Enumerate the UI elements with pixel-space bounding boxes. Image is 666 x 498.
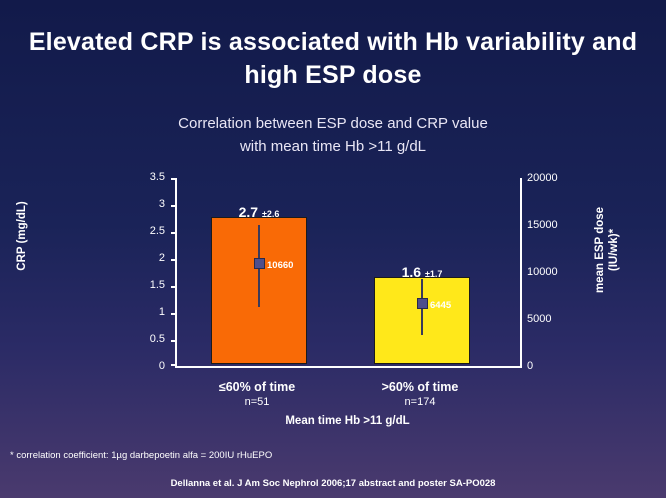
x-category-2-label: >60% of time (381, 380, 459, 394)
y-tick-left-7 (171, 178, 177, 180)
marker-series2-category2[interactable] (417, 298, 428, 309)
y-tick-label-left-0: 0 (158, 360, 165, 372)
y-tick-label-right-4: 20000 (527, 172, 558, 184)
x-category-2-n: n=174 (404, 396, 436, 408)
chart-subtitle-line2: with mean time Hb >11 g/dL (239, 138, 427, 155)
x-axis-title: Mean time Hb >11 g/dL (285, 415, 410, 427)
marker-value-label-2: 6445 (430, 300, 452, 311)
y-tick-label-right-0: 0 (527, 360, 534, 372)
x-category-1-n: n=51 (244, 396, 270, 408)
bar-value-1: 2.7 (238, 204, 259, 220)
bar-value-2: 1.6 (401, 264, 422, 280)
marker-value-label-1: 10660 (267, 260, 294, 271)
plot-area (175, 178, 520, 368)
y-tick-left-0 (171, 364, 177, 366)
x-category-1 (172, 380, 342, 408)
y-tick-label-left-1: 0.5 (149, 333, 165, 345)
citation: Dellanna et al. J Am Soc Nephrol 2006;17 abstract and poster SA-PO028 (170, 478, 496, 489)
y-tick-left-1 (171, 340, 177, 342)
bar-value-label-2 (362, 264, 482, 280)
chart (0, 171, 666, 378)
chart-subtitle-line1: Correlation between ESP dose and CRP value (178, 115, 488, 132)
chart-subtitle (0, 112, 666, 158)
y-tick-label-right-1: 5000 (527, 313, 552, 325)
y-axis-right (520, 178, 522, 368)
y-tick-label-left-5: 2.5 (149, 225, 165, 237)
y-tick-left-4 (171, 259, 177, 261)
marker-series2-category1[interactable] (254, 258, 265, 269)
bar-value-label-1 (199, 204, 319, 220)
y-tick-label-right-2: 10000 (527, 266, 558, 278)
y-tick-left-3 (171, 286, 177, 288)
y-tick-label-right-3: 15000 (527, 219, 558, 231)
x-category-2 (335, 380, 505, 408)
y-tick-label-left-7: 3.5 (149, 171, 165, 183)
x-category-1-label: ≤60% of time (218, 380, 296, 394)
bar-sd-2: ±1.7 (424, 269, 443, 279)
y-tick-label-left-3: 1.5 (149, 279, 165, 291)
y-tick-left-5 (171, 232, 177, 234)
y-tick-label-left-6: 3 (158, 198, 165, 210)
y-tick-label-left-2: 1 (158, 306, 165, 318)
y-tick-left-2 (171, 313, 177, 315)
page-title: Elevated CRP is associated with Hb variability and high ESP dose (28, 28, 638, 89)
y-axis-title-left: CRP (mg/dL) (16, 201, 28, 271)
y-axis-title-right: mean ESP dose (IU/wk)* (594, 206, 620, 294)
bar-sd-1: ±2.6 (261, 209, 280, 219)
footnote: * correlation coefficient: 1µg darbepoetin alfa = 200IU rHuEPO (10, 450, 273, 461)
y-tick-left-6 (171, 205, 177, 207)
y-tick-label-left-4: 2 (158, 252, 165, 264)
